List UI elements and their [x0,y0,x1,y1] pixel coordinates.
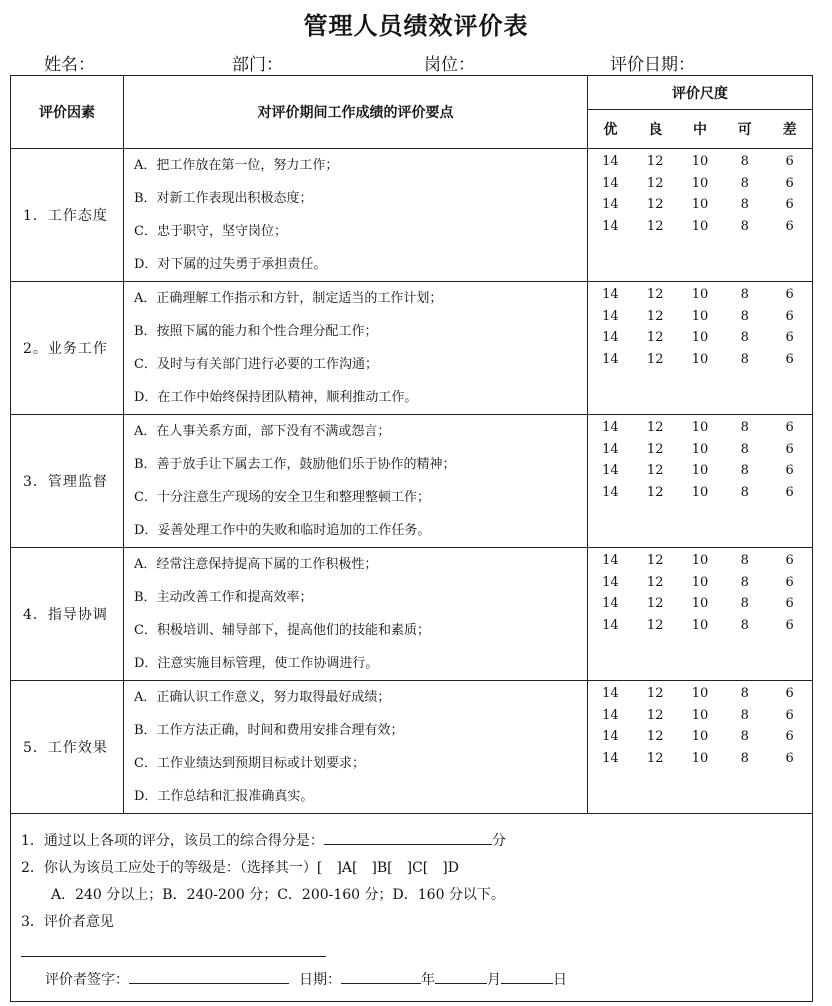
score[interactable]: 6 [785,287,794,302]
point-item: A．把工作放在第一位，努力工作； [134,158,339,173]
score-row [588,439,812,461]
score-row [588,748,812,770]
score[interactable]: 10 [691,308,709,324]
score[interactable]: 14 [602,484,619,500]
factor-cell: 5．工作效果 [11,681,124,814]
score[interactable]: 6 [785,596,794,611]
point-item: C．积极培训、辅导部下，提高他们的技能和素质； [134,623,430,638]
score[interactable]: 6 [785,463,794,478]
day-label: 日 [553,972,567,988]
factor-cell: 3．管理监督 [11,415,124,548]
score[interactable]: 6 [785,154,794,169]
month-input[interactable] [435,967,487,984]
score[interactable]: 12 [646,617,664,633]
score[interactable]: 8 [740,596,749,611]
points-cell [124,282,588,415]
score-row [588,417,812,439]
score-row [588,572,812,594]
score-row [588,173,812,195]
score[interactable]: 8 [740,175,749,191]
point-item: B．主动改善工作和提高效率； [134,590,313,605]
score-row [588,284,812,306]
score-unit: 分 [491,833,506,849]
points-cell [124,681,588,814]
score[interactable]: 10 [691,596,709,611]
score[interactable]: 14 [602,154,619,169]
score[interactable]: 8 [740,218,749,234]
grade-average: 中 [692,122,707,138]
score[interactable]: 6 [785,707,794,723]
score-row [588,460,812,482]
score[interactable]: 10 [691,330,709,345]
evaluation-table [10,75,813,1002]
point-item: B．善于放手让下属去工作，鼓励他们乐于协作的精神； [134,457,456,472]
score[interactable]: 6 [785,351,794,367]
total-score-line [21,828,812,855]
score[interactable]: 14 [602,287,619,302]
score[interactable]: 12 [646,463,664,478]
dept-label: 部门： [232,55,283,75]
point-item: A．正确理解工作指示和方针，制定适当的工作计划； [134,291,443,306]
score[interactable]: 8 [740,750,749,766]
table-header-row [11,76,813,149]
scores-cell [588,548,813,681]
score-row [588,593,812,615]
points-cell [124,548,588,681]
score[interactable]: 12 [646,330,664,345]
score[interactable]: 10 [691,686,709,701]
score[interactable]: 10 [691,420,709,435]
score-row [588,216,812,238]
signature-label: 评价者签字： [45,972,129,988]
grade-poor: 差 [782,122,797,138]
score[interactable]: 8 [740,287,749,302]
score[interactable]: 6 [785,197,794,212]
score[interactable]: 14 [602,330,619,345]
opinion-input-line[interactable] [21,956,326,957]
score[interactable]: 6 [785,175,794,191]
score[interactable]: 6 [785,420,794,435]
score[interactable]: 8 [740,574,749,590]
score[interactable]: 14 [602,351,619,367]
score[interactable]: 10 [691,463,709,478]
score[interactable]: 14 [602,420,619,435]
factor-cell: 4．指导协调 [11,548,124,681]
score[interactable]: 6 [785,308,794,324]
point-item: A．在人事关系方面，部下没有不满或怨言； [134,424,391,439]
score[interactable]: 8 [740,729,749,744]
summary-cell [11,814,813,1002]
score[interactable]: 6 [785,617,794,633]
scale-title: 评价尺度 [588,76,812,110]
score[interactable]: 6 [785,729,794,744]
total-score-input[interactable] [324,828,492,845]
score[interactable]: 14 [602,686,619,701]
opinion-area [21,936,812,963]
score[interactable]: 6 [785,750,794,766]
score[interactable]: 14 [602,553,619,568]
point-item: C．十分注意生产现场的安全卫生和整理整顿工作； [134,490,430,505]
score[interactable]: 8 [740,463,749,478]
score-row [588,705,812,727]
point-item: B．对新工作表现出积极态度； [134,191,313,206]
section-row [11,149,813,282]
score[interactable]: 14 [602,707,619,723]
signature-input[interactable] [129,967,289,984]
score[interactable]: 10 [691,197,709,212]
score[interactable]: 8 [740,308,749,324]
point-item: D．工作总结和汇报准确真实。 [134,789,314,804]
grade-headers [588,110,812,148]
score-row [588,194,812,216]
grade-note-line: A．240 分以上；B．240-200 分；C．200-160 分；D．160 分以下。 [51,887,505,903]
score-row [588,151,812,173]
scores-cell [588,681,813,814]
point-item: D．对下属的过失勇于承担责任。 [134,257,327,272]
score[interactable]: 14 [602,574,619,590]
score[interactable]: 10 [691,553,709,568]
month-label: 月 [487,972,501,988]
summary-row [11,814,813,1002]
point-item: A．经常注意保持提高下属的工作积极性； [134,557,378,572]
section-row [11,282,813,415]
factor-header: 评价因素 [11,76,124,149]
factor-cell: 1．工作态度 [11,149,124,282]
score[interactable]: 8 [740,351,749,367]
score[interactable]: 12 [646,308,664,324]
point-item: D．注意实施目标管理，使工作协调进行。 [134,656,379,671]
score[interactable]: 14 [602,308,619,324]
score[interactable]: 8 [740,553,749,568]
form-title: 管理人员绩效评价表 [303,12,529,40]
score-row [588,726,812,748]
score-row [588,683,812,705]
score[interactable]: 12 [646,351,664,367]
score[interactable]: 14 [602,596,619,611]
score-row [588,349,812,371]
grade-choice-line[interactable]: 2．你认为该员工应处于的等级是：（选择其一）[ ]A[ ]B[ ]C[ ]D [21,860,459,876]
score[interactable]: 8 [740,197,749,212]
point-item: A．正确认识工作意义，努力取得最好成绩； [134,690,391,705]
points-header: 对评价期间工作成绩的评价要点 [124,76,588,149]
score[interactable]: 12 [646,420,664,435]
signature-line [21,967,812,994]
score[interactable]: 12 [646,197,664,212]
score[interactable]: 8 [740,686,749,701]
score-row [588,327,812,349]
point-item: B．按照下属的能力和个性合理分配工作； [134,324,378,339]
point-item: C．忠于职守，坚守岗位； [134,224,287,239]
score[interactable]: 12 [646,707,664,723]
score[interactable]: 10 [691,351,709,367]
scores-cell [588,282,813,415]
score[interactable]: 10 [691,574,709,590]
score[interactable]: 14 [602,218,619,234]
score[interactable]: 10 [691,729,709,744]
score[interactable]: 12 [646,553,664,568]
score[interactable]: 10 [691,484,709,500]
post-label: 岗位： [424,55,475,75]
score[interactable]: 10 [691,617,709,633]
point-item: D．在工作中始终保持团队精神，顺利推动工作。 [134,390,418,405]
score[interactable]: 12 [646,750,664,766]
score[interactable]: 6 [785,484,794,500]
score[interactable]: 6 [785,218,794,234]
scores-cell [588,149,813,282]
score[interactable]: 14 [602,463,619,478]
score[interactable]: 12 [646,596,664,611]
point-item: B．工作方法正确，时间和费用安排合理有效； [134,723,404,738]
year-input[interactable] [341,967,421,984]
points-cell [124,149,588,282]
score[interactable]: 12 [646,287,664,302]
score[interactable]: 12 [646,175,664,191]
total-score-label: 1．通过以上各项的评分，该员工的综合得分是： [21,833,324,849]
score[interactable]: 10 [691,287,709,302]
section-row [11,681,813,814]
score[interactable]: 8 [740,330,749,345]
score-row [588,615,812,637]
points-cell [124,415,588,548]
score[interactable]: 14 [602,750,619,766]
score[interactable]: 14 [602,729,619,744]
score[interactable]: 6 [785,441,794,457]
score[interactable]: 10 [691,175,709,191]
score[interactable]: 8 [740,154,749,169]
score[interactable]: 8 [740,484,749,500]
grade-excellent: 优 [603,122,618,138]
score-row [588,482,812,504]
score[interactable]: 12 [646,574,664,590]
eval-date-label: 评价日期： [610,55,695,75]
score[interactable]: 6 [785,686,794,701]
grade-fair: 可 [737,122,752,138]
point-item: C．及时与有关部门进行必要的工作沟通； [134,357,378,372]
score[interactable]: 8 [740,420,749,435]
score-row [588,550,812,572]
score[interactable]: 8 [740,617,749,633]
evaluator-opinion-label: 3．评价者意见 [21,914,114,930]
score[interactable]: 8 [740,441,749,457]
sign-date-label: 日期： [299,972,341,988]
scale-header [588,76,813,149]
point-item: C．工作业绩达到预期目标或计划要求； [134,756,365,771]
day-input[interactable] [501,967,553,984]
score-row [588,306,812,328]
year-label: 年 [421,972,435,988]
score[interactable]: 10 [691,707,709,723]
name-label: 姓名： [44,55,95,75]
score[interactable]: 6 [785,330,794,345]
score[interactable]: 12 [646,441,664,457]
score[interactable]: 14 [602,617,619,633]
score[interactable]: 12 [646,729,664,744]
score[interactable]: 14 [602,175,619,191]
score[interactable]: 12 [646,484,664,500]
score[interactable]: 10 [691,441,709,457]
score[interactable]: 12 [646,154,664,169]
score[interactable]: 10 [691,154,709,169]
score[interactable]: 14 [602,197,619,212]
point-item: D．妥善处理工作中的失败和临时追加的工作任务。 [134,523,431,538]
score[interactable]: 10 [691,750,709,766]
score[interactable]: 8 [740,707,749,723]
score[interactable]: 12 [646,686,664,701]
scores-cell [588,415,813,548]
score[interactable]: 14 [602,441,619,457]
factor-cell: 2。业务工作 [11,282,124,415]
score[interactable]: 6 [785,574,794,590]
score[interactable]: 6 [785,553,794,568]
section-row [11,415,813,548]
score[interactable]: 10 [691,218,709,234]
section-row [11,548,813,681]
grade-good: 良 [648,122,663,138]
score[interactable]: 12 [646,218,664,234]
